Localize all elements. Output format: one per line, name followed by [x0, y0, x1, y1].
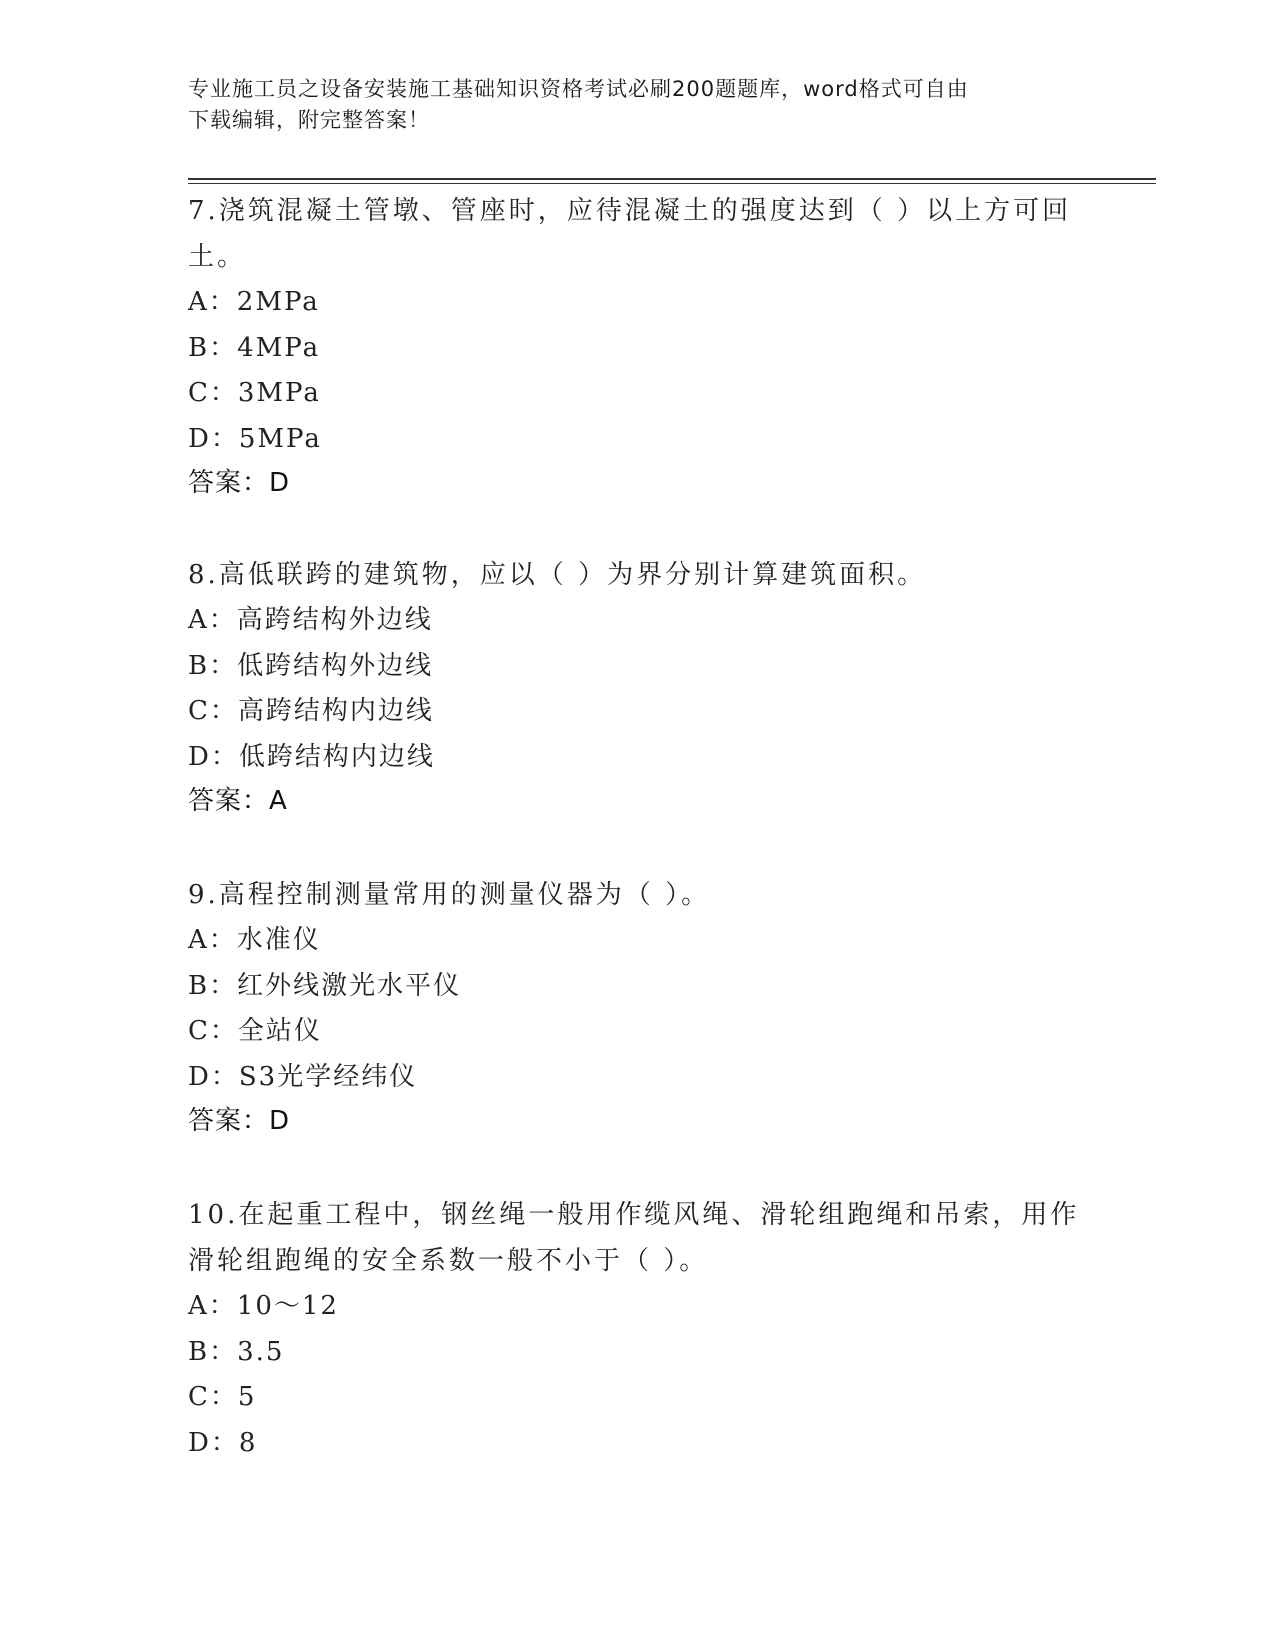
question-stem-line-2: 土。	[188, 242, 247, 272]
option-d: D：S3光学经纬仪	[188, 1061, 418, 1092]
question-stem	[188, 188, 1088, 280]
option-a: A：2MPa	[188, 287, 320, 317]
question-7	[188, 188, 1088, 504]
option-c: C：高跨结构内边线	[188, 696, 434, 726]
document-header	[188, 74, 1088, 136]
question-stem-line-1: 7.浇筑混凝土管墩、管座时，应待混凝土的强度达到（ ）以上方可回	[188, 196, 1072, 226]
option-a: A：10～12	[188, 1291, 339, 1321]
question-8	[188, 552, 1088, 822]
header-line-2: 下载编辑，附完整答案！	[188, 108, 430, 132]
question-stem-line-1: 10.在起重工程中，钢丝绳一般用作缆风绳、滑轮组跑绳和吊索，用作	[188, 1200, 1080, 1230]
option-a: A：高跨结构外边线	[188, 605, 433, 635]
option-d: D：8	[188, 1427, 258, 1458]
option-b: B：3.5	[188, 1336, 285, 1367]
option-b: B：红外线激光水平仪	[188, 970, 462, 1001]
question-stem: 8.高低联跨的建筑物，应以（ ）为界分别计算建筑面积。	[188, 560, 927, 590]
question-10	[188, 1192, 1088, 1466]
question-stem-line-2: 滑轮组跑绳的安全系数一般不小于（ ）。	[188, 1246, 709, 1276]
header-divider-thin	[188, 183, 1156, 184]
option-b: B：4MPa	[188, 332, 321, 363]
header-line-1: 专业施工员之设备安装施工基础知识资格考试必刷200题题库，word格式可自由	[188, 77, 969, 101]
header-divider-thick	[188, 178, 1156, 180]
option-c: C：全站仪	[188, 1016, 322, 1046]
option-b: B：低跨结构外边线	[188, 650, 434, 681]
option-d: D：低跨结构内边线	[188, 741, 435, 772]
option-d: D：5MPa	[188, 423, 322, 454]
answer: 答案：A	[188, 786, 288, 816]
question-stem	[188, 1192, 1088, 1284]
option-c: C：5	[188, 1382, 257, 1412]
question-9	[188, 872, 1088, 1142]
option-c: C：3MPa	[188, 378, 321, 408]
answer: 答案：D	[188, 468, 291, 498]
question-stem: 9.高程控制测量常用的测量仪器为（ ）。	[188, 880, 711, 910]
option-a: A：水准仪	[188, 925, 321, 955]
answer: 答案：D	[188, 1106, 291, 1136]
